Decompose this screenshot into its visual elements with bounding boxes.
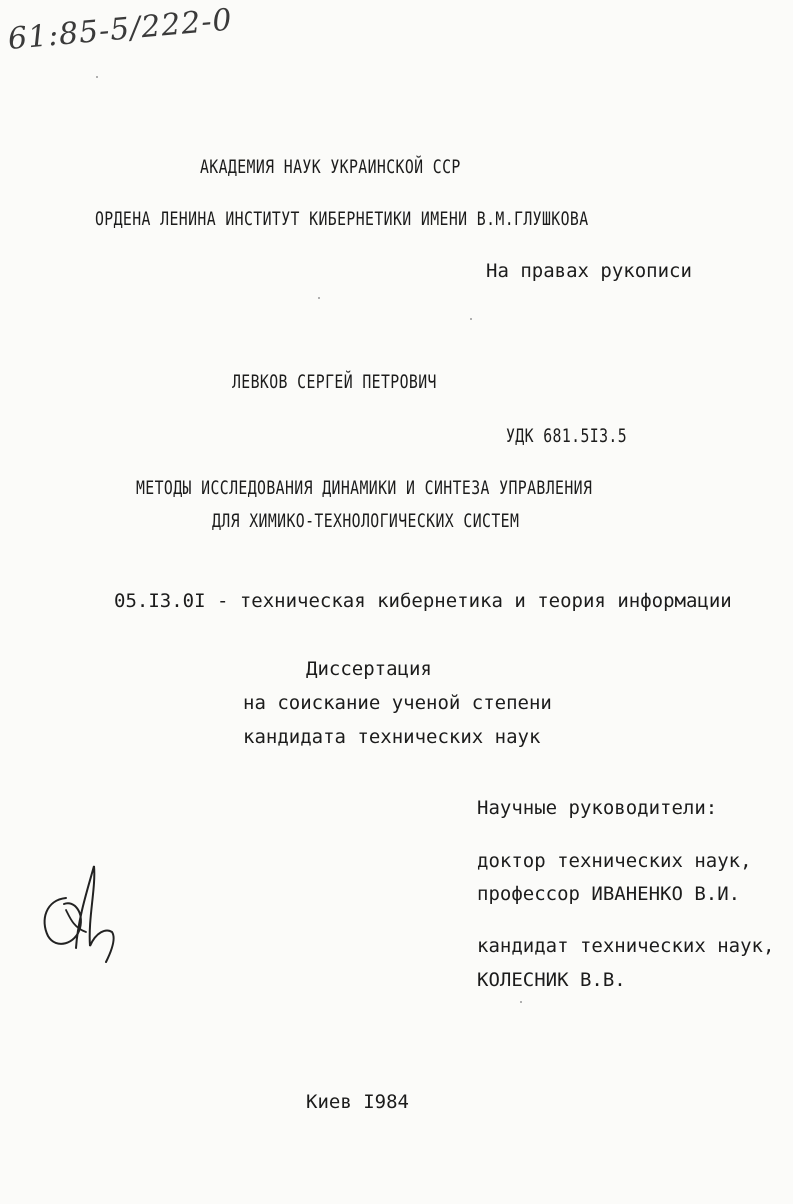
supervisor-2-degree: кандидат технических наук, [477,935,775,957]
handwritten-signature [36,858,126,968]
author-name: ЛЕВКОВ СЕРГЕЙ ПЕТРОВИЧ [232,371,437,393]
thesis-title-line-2: ДЛЯ ХИМИКО-ТЕХНОЛОГИЧЕСКИХ СИСТЕМ [212,510,520,532]
degree-name: кандидата технических наук [243,726,541,748]
academy-heading: АКАДЕМИЯ НАУК УКРАИНСКОЙ ССР [200,156,461,178]
city-year: Киев I984 [306,1091,409,1113]
paper-speck [318,297,320,299]
paper-speck [96,76,98,78]
paper-speck [520,1001,522,1003]
udk-code: УДК 681.5I3.5 [506,425,628,447]
supervisors-heading: Научные руководители: [477,797,718,819]
supervisor-1-name: профессор ИВАНЕНКО В.И. [477,883,741,905]
degree-purpose: на соискание ученой степени [243,692,552,714]
thesis-title-line-1: МЕТОДЫ ИССЛЕДОВАНИЯ ДИНАМИКИ И СИНТЕЗА УПРАВЛЕНИЯ [136,477,593,499]
supervisor-2-name: КОЛЕСНИК В.В. [477,969,626,991]
institute-heading: ОРДЕНА ЛЕНИНА ИНСТИТУТ КИБЕРНЕТИКИ ИМЕНИ В.М.ГЛУШКОВА [95,208,589,230]
dissertation-label: Диссертация [306,658,432,680]
paper-speck [470,318,472,320]
specialty-line: 05.I3.0I - техническая кибернетика и теория информации [114,590,732,612]
manuscript-note: На правах рукописи [486,260,692,282]
archive-handwritten-mark: 61:85-5/222-0 [6,2,234,57]
supervisor-1-degree: доктор технических наук, [477,850,752,872]
